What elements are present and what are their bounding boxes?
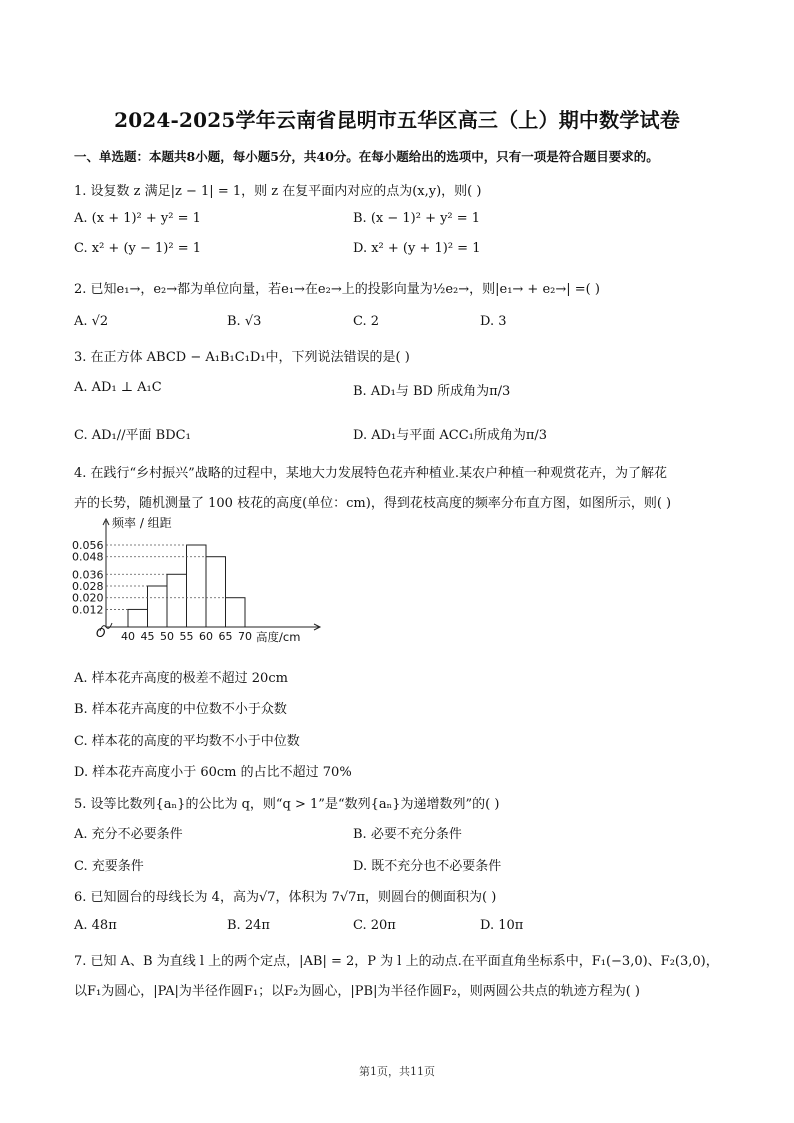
x-tick-label: 60 [199,630,213,643]
question-6-option-b: B. 24π [227,918,270,933]
question-5-option-a: A. 充分不必要条件 [74,827,183,842]
histogram-bar [167,574,187,627]
question-3-option-d: D. AD₁与平面 ACC₁所成角为π/3 [353,428,548,443]
question-4-option-d: D. 样本花卉高度小于 60cm 的占比不超过 70% [74,765,352,780]
section-heading: 一、单选题：本题共8小题，每小题5分，共40分。在每小题给出的选项中，只有一项是符合题目要求的。 [74,149,659,164]
question-2-option-a: A. √2 [74,314,109,329]
histogram-bar [206,557,226,627]
x-tick-label: 50 [160,630,174,643]
question-5-stem: 5. 设等比数列{aₙ}的公比为 q，则“q > 1”是“数列{aₙ}为递增数列”的( ) [74,797,500,812]
question-4-option-a: A. 样本花卉高度的极差不超过 20cm [74,671,288,686]
question-1-option-b: B. (x − 1)² + y² = 1 [353,211,481,226]
histogram-bar [226,598,246,627]
question-2-option-d: D. 3 [480,314,507,329]
question-7-stem-line-1: 7. 已知 A、B 为直线 l 上的两个定点，|AB| = 2，P 为 l 上的动点.在平面直角坐标系中，F₁(−3,0)、F₂(3,0)， [74,954,719,969]
y-tick-label: 0.048 [72,550,104,564]
page-footer: 第1页，共11页 [359,1065,435,1078]
question-2-stem: 2. 已知e₁→，e₂→都为单位向量，若e₁→在e₂→上的投影向量为½e₂→，则|e₁→ + e₂→| =( ) [74,282,600,297]
y-tick-label: 0.020 [72,591,104,605]
question-6-option-a: A. 48π [74,918,117,933]
question-1-stem: 1. 设复数 z 满足|z − 1| = 1，则 z 在复平面内对应的点为(x,y)，则( ) [74,184,482,199]
y-tick-label: 0.056 [72,539,104,552]
histogram-bar [148,586,168,627]
question-4-stem-line-2: 卉的长势，随机测量了 100 枝花的高度(单位：cm)，得到花枝高度的频率分布直方图，如图所示，则( ) [74,496,672,511]
question-6-option-d: D. 10π [480,918,524,933]
histogram-bar [128,609,148,627]
question-4-stem-line-1: 4. 在践行“乡村振兴”战略的过程中，某地大力发展特色花卉种植业.某农户种植一种观赏花卉，为了解花 [74,466,667,481]
question-4-option-c: C. 样本花的高度的平均数不小于中位数 [74,734,300,749]
question-5-option-c: C. 充要条件 [74,859,144,874]
x-tick-label: 65 [218,630,233,643]
question-6-option-c: C. 20π [353,918,396,933]
question-1-option-a: A. (x + 1)² + y² = 1 [74,211,201,226]
x-tick-label: 55 [179,630,194,643]
x-tick-label: 40 [121,630,135,643]
question-5-option-d: D. 既不充分也不必要条件 [353,859,502,874]
y-axis-label: 频率 / 组距 [112,516,172,530]
question-2-option-c: C. 2 [353,314,380,329]
origin-label: O [96,626,106,640]
question-7-stem-line-2: 以F₁为圆心，|PA|为半径作圆F₁；以F₂为圆心，|PB|为半径作圆F₂，则两圆公共点的轨迹方程为( ) [74,984,640,999]
y-tick-label: 0.012 [72,603,104,617]
y-tick-label: 0.036 [72,568,104,582]
question-3-option-b: B. AD₁与 BD 所成角为π/3 [353,384,511,399]
question-3-option-c: C. AD₁//平面 BDC₁ [74,428,191,443]
question-6-stem: 6. 已知圆台的母线长为 4，高为√7，体积为 7√7π，则圆台的侧面积为( ) [74,890,497,905]
frequency-histogram [70,515,330,650]
x-tick-label: 45 [140,630,155,643]
y-tick-label: 0.028 [72,580,104,593]
question-3-option-a: A. AD₁ ⊥ A₁C [74,380,162,395]
question-2-option-b: B. √3 [227,314,262,329]
question-5-option-b: B. 必要不充分条件 [353,827,462,842]
x-tick-label: 70 [238,630,252,643]
question-1-option-c: C. x² + (y − 1)² = 1 [74,241,202,256]
question-1-option-d: D. x² + (y + 1)² = 1 [353,241,481,256]
question-4-option-b: B. 样本花卉高度的中位数不小于众数 [74,702,287,717]
x-axis-label: 高度/cm [256,630,301,644]
page-title: 2024-2025学年云南省昆明市五华区高三（上）期中数学试卷 [114,108,680,132]
question-3-stem: 3. 在正方体 ABCD − A₁B₁C₁D₁中，下列说法错误的是( ) [74,350,410,365]
histogram-bar [187,545,207,627]
